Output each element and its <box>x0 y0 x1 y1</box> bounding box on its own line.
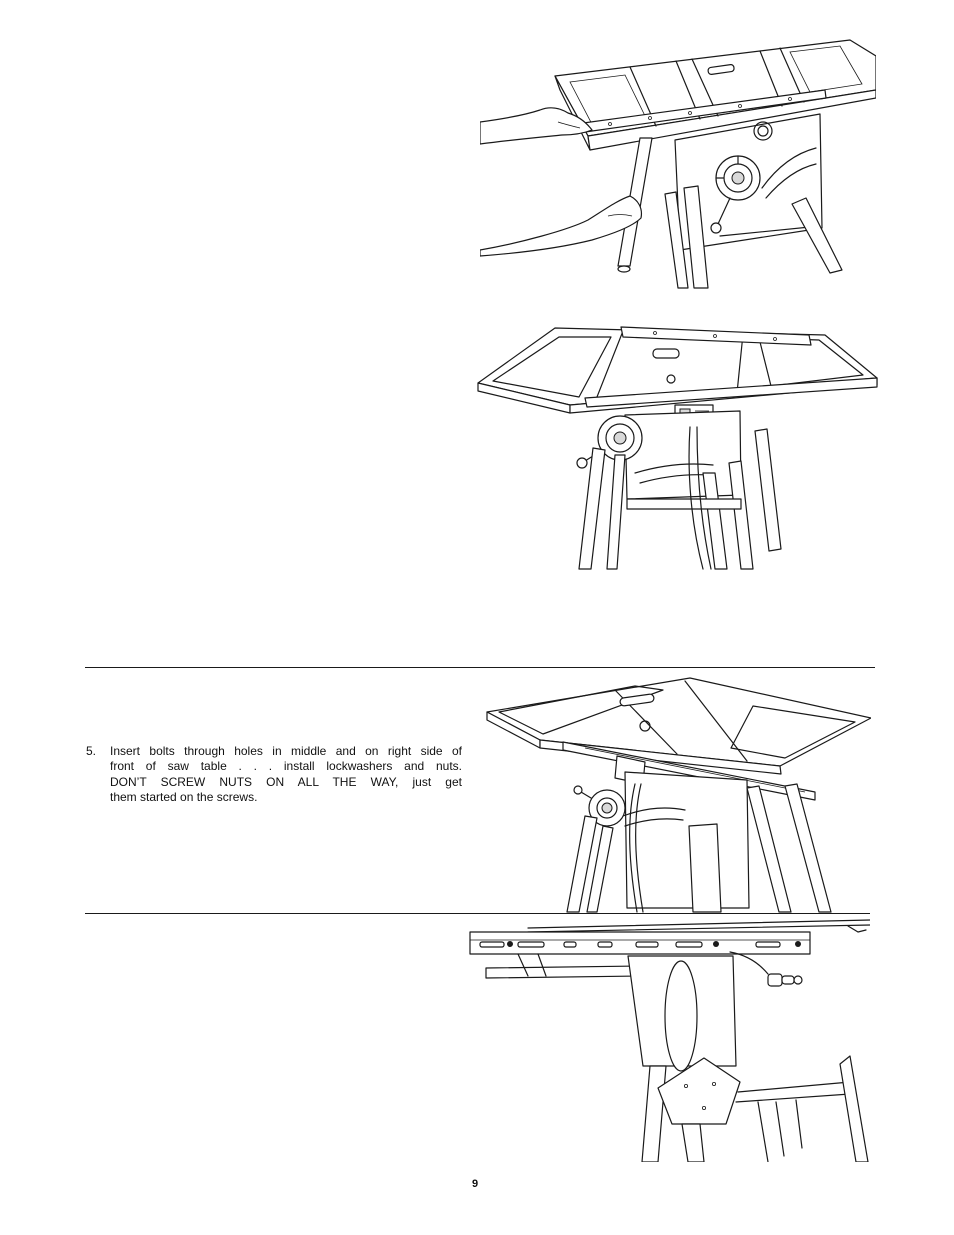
step-number: 5. <box>86 744 97 758</box>
figure-3-front-rail-installed <box>485 676 871 913</box>
legs-and-brackets <box>642 1056 868 1162</box>
handwheel <box>574 786 625 826</box>
section-divider-1 <box>85 667 875 668</box>
left-extension-bar <box>486 954 640 978</box>
saw-illustration-2 <box>475 323 881 571</box>
step-text-line: Insert bolts through holes in middle and on right side of <box>110 744 462 758</box>
cabinet <box>625 411 741 499</box>
figure-4-rail-closeup <box>468 916 870 1162</box>
saw-illustration-4 <box>468 916 870 1162</box>
step-text-line: front of saw table . . . install lockwashers and nuts. <box>110 759 462 774</box>
table-edge <box>528 920 870 932</box>
figure-1-hands-holding-rail <box>480 38 876 290</box>
cabinet <box>623 772 749 908</box>
saw-illustration-3 <box>485 676 871 913</box>
table-top <box>487 678 871 774</box>
cabinet <box>628 952 768 1071</box>
page-number: 9 <box>472 1178 479 1190</box>
tilt-handle <box>768 974 802 986</box>
saw-illustration-1 <box>480 38 876 290</box>
section-divider-2 <box>85 913 870 914</box>
figure-2-table-with-switch <box>475 323 881 571</box>
step-text-line: them started on the screws. <box>110 790 258 805</box>
step-text-line: DON’T SCREW NUTS ON ALL THE WAY, just get <box>110 774 462 789</box>
step-text <box>110 744 462 806</box>
front-rail <box>470 932 810 954</box>
